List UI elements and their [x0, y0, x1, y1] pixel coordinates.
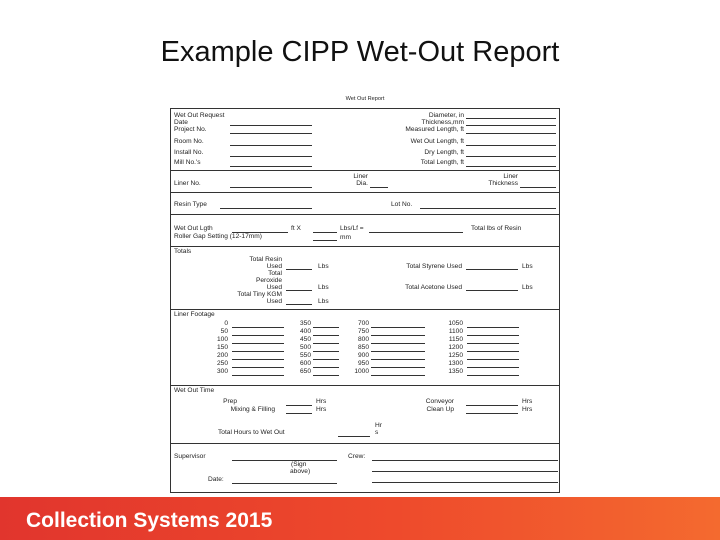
footage-value: 1150 — [448, 336, 463, 343]
form-border-left — [170, 108, 171, 492]
divider — [171, 170, 559, 171]
footage-value: 600 — [299, 360, 311, 367]
footage-entry-line[interactable] — [232, 351, 284, 352]
clean-up-label: Clean Up — [426, 406, 454, 413]
total-peroxide-label-line2: Peroxide — [255, 277, 282, 284]
footage-value: 450 — [299, 336, 311, 343]
footage-value: 700 — [357, 320, 369, 327]
total-lbs-resin-input-line[interactable] — [369, 232, 463, 233]
supervisor-signature-line[interactable] — [232, 460, 337, 461]
mixing-filling-hours-input-line[interactable] — [286, 413, 312, 414]
total-acetone-lbs-unit: Lbs — [522, 284, 533, 291]
total-peroxide-label-line3: Used — [266, 284, 282, 291]
footage-entry-line[interactable] — [313, 359, 339, 360]
footage-entry-line[interactable] — [232, 359, 284, 360]
total-styrene-lbs-unit: Lbs — [522, 263, 533, 270]
total-resin-label-line2: Used — [266, 263, 282, 270]
total-styrene-input-line[interactable] — [466, 269, 518, 270]
footage-value: 250 — [216, 360, 228, 367]
footage-entry-line[interactable] — [467, 327, 519, 328]
total-peroxide-label-line1: Total — [268, 270, 282, 277]
footage-value: 650 — [299, 368, 311, 375]
footage-entry-line[interactable] — [313, 327, 339, 328]
footage-entry-line[interactable] — [467, 351, 519, 352]
field-label-date: Date — [174, 119, 188, 126]
room-no-input-line[interactable] — [230, 145, 312, 146]
footage-entry-line[interactable] — [313, 367, 339, 368]
form-heading: Wet Out Report — [345, 96, 385, 102]
wet-out-report-form — [170, 96, 560, 494]
footage-value: 1100 — [448, 328, 463, 335]
prep-label: Prep — [223, 398, 237, 405]
footage-value: 950 — [357, 360, 369, 367]
divider — [171, 443, 559, 444]
footage-entry-line[interactable] — [313, 343, 339, 344]
field-label-thickness: Thickness,mm — [421, 119, 464, 126]
thickness-input-line[interactable] — [466, 125, 556, 126]
field-label-wet-out-length: Wet Out Length, ft — [410, 138, 464, 145]
mm-unit-label: mm — [340, 234, 351, 241]
total-acetone-label: Total Acetone Used — [405, 284, 462, 291]
total-resin-lbs-unit: Lbs — [318, 263, 329, 270]
prep-hrs-unit: Hrs — [316, 398, 327, 405]
crew-label: Crew: — [348, 453, 366, 460]
footage-entry-line[interactable] — [313, 351, 339, 352]
footage-entry-line[interactable] — [467, 359, 519, 360]
total-acetone-input-line[interactable] — [466, 290, 518, 291]
footage-value: 100 — [216, 336, 228, 343]
total-resin-input-line[interactable] — [286, 269, 312, 270]
date-signature-line[interactable] — [232, 483, 337, 484]
footage-value: 1250 — [448, 352, 463, 359]
liner-thickness-input-line[interactable] — [520, 187, 556, 188]
liner-footage-section-header: Liner Footage — [174, 311, 215, 318]
footage-entry-line[interactable] — [467, 335, 519, 336]
footage-value: 200 — [216, 352, 228, 359]
footage-entry-line[interactable] — [371, 359, 425, 360]
date-input-line[interactable] — [230, 125, 312, 126]
total-tiny-kgm-input-line[interactable] — [286, 304, 312, 305]
form-border-top — [170, 108, 560, 109]
footage-entry-line[interactable] — [232, 343, 284, 344]
footage-value: 900 — [357, 352, 369, 359]
clean-up-hours-input-line[interactable] — [466, 413, 518, 414]
lot-no-input-line[interactable] — [420, 208, 556, 209]
divider — [171, 246, 559, 247]
crew-input-line-2[interactable] — [372, 471, 558, 472]
total-hours-unit-line2: s — [375, 429, 379, 436]
divider — [171, 385, 559, 386]
footage-entry-line[interactable] — [371, 343, 425, 344]
field-label-liner-dia-line1: Liner — [353, 173, 368, 180]
slide-title: Example CIPP Wet-Out Report — [160, 36, 560, 68]
conveyor-label: Conveyor — [425, 398, 454, 405]
ft-x-label: ft X — [291, 225, 301, 232]
total-lbs-of-resin-label: Total lbs of Resin — [471, 225, 522, 232]
field-label-liner-dia-line2: Dia. — [356, 180, 368, 187]
total-tiny-kgm-label-line2: Used — [266, 298, 282, 305]
sign-above-note-line2: above) — [290, 468, 311, 475]
project-no-input-line[interactable] — [230, 133, 312, 134]
install-no-input-line[interactable] — [230, 156, 312, 157]
total-peroxide-lbs-unit: Lbs — [318, 284, 329, 291]
footage-value: 1350 — [448, 368, 463, 375]
total-peroxide-input-line[interactable] — [286, 290, 312, 291]
footage-entry-line[interactable] — [313, 375, 339, 376]
footage-value: 300 — [216, 368, 228, 375]
diameter-input-line[interactable] — [466, 118, 556, 119]
lbs-per-lf-label: Lbs/Lf = — [340, 225, 364, 232]
divider — [171, 309, 559, 310]
sign-above-note-line1: (Sign — [291, 461, 307, 468]
total-resin-label-line1: Total Resin — [249, 256, 282, 263]
field-label-roller-gap: Roller Gap Setting (12-17mm) — [174, 233, 262, 240]
footage-entry-line[interactable] — [467, 343, 519, 344]
total-hours-label: Total Hours to Wet Out — [218, 429, 285, 436]
field-label-lot-no: Lot No. — [391, 201, 413, 208]
footage-value: 350 — [299, 320, 311, 327]
crew-input-line-3[interactable] — [372, 482, 558, 483]
footage-value: 800 — [357, 336, 369, 343]
footage-value: 850 — [357, 344, 369, 351]
footage-value: 0 — [224, 320, 228, 327]
supervisor-label: Supervisor — [174, 453, 206, 460]
divider — [171, 214, 559, 215]
footage-entry-line[interactable] — [232, 367, 284, 368]
footage-entry-line[interactable] — [232, 375, 284, 376]
total-hours-input-line[interactable] — [338, 436, 370, 437]
divider — [171, 192, 559, 193]
footage-entry-line[interactable] — [313, 335, 339, 336]
totals-section-header: Totals — [174, 248, 192, 255]
mixing-filling-label: Mixing & Filling — [230, 406, 275, 413]
form-border-bottom — [170, 492, 560, 493]
footer-banner — [0, 497, 720, 540]
lbs-per-ft-input-line[interactable] — [313, 232, 337, 233]
field-label-liner-thickness-line2: Thickness — [488, 180, 518, 187]
footage-entry-line[interactable] — [467, 367, 519, 368]
field-label-wet-out-request: Wet Out Request — [174, 112, 225, 119]
footage-entry-line[interactable] — [371, 327, 425, 328]
footage-entry-line[interactable] — [467, 375, 519, 376]
footage-value: 500 — [299, 344, 311, 351]
crew-input-line-1[interactable] — [372, 460, 558, 461]
footage-value: 750 — [357, 328, 369, 335]
dry-length-input-line[interactable] — [466, 156, 556, 157]
field-label-measured-length: Measured Length, ft — [405, 126, 464, 133]
field-label-liner-no: Liner No. — [174, 180, 201, 187]
roller-gap-input-line[interactable] — [313, 240, 337, 241]
date-label: Date: — [208, 476, 224, 483]
field-label-project-no: Project No. — [174, 126, 207, 133]
conveyor-hrs-unit: Hrs — [522, 398, 533, 405]
footage-entry-line[interactable] — [232, 335, 284, 336]
field-label-dry-length: Dry Length, ft — [424, 149, 464, 156]
form-border-right — [559, 108, 560, 492]
footage-value: 150 — [216, 344, 228, 351]
footage-value: 1200 — [448, 344, 463, 351]
footage-value: 400 — [299, 328, 311, 335]
field-label-diameter: Diameter, in — [428, 112, 464, 119]
footage-value: 550 — [299, 352, 311, 359]
total-tiny-kgm-lbs-unit: Lbs — [318, 298, 329, 305]
field-label-total-length: Total Length, ft — [420, 159, 464, 166]
footage-entry-line[interactable] — [371, 367, 425, 368]
resin-type-input-line[interactable] — [220, 208, 312, 209]
total-styrene-label: Total Styrene Used — [406, 263, 462, 270]
field-label-resin-type: Resin Type — [174, 201, 207, 208]
total-tiny-kgm-label-line1: Total Tiny KGM — [237, 291, 282, 298]
wet-out-length-input-line[interactable] — [466, 145, 556, 146]
footage-value: 50 — [220, 328, 228, 335]
mixing-filling-hrs-unit: Hrs — [316, 406, 327, 413]
footage-value: 1300 — [448, 360, 463, 367]
field-label-room-no: Room No. — [174, 138, 204, 145]
field-label-mill-nos: Mill No.'s — [174, 159, 201, 166]
footer-text: Collection Systems 2015 — [26, 509, 273, 532]
footage-value: 1000 — [354, 368, 369, 375]
measured-length-input-line[interactable] — [466, 133, 556, 134]
footage-value: 1050 — [448, 320, 463, 327]
total-hours-unit-line1: Hr — [375, 422, 382, 429]
liner-no-input-line[interactable] — [230, 187, 312, 188]
liner-dia-input-line[interactable] — [370, 187, 388, 188]
field-label-wet-out-lgth: Wet Out Lgth — [174, 225, 213, 232]
conveyor-hours-input-line[interactable] — [466, 405, 518, 406]
clean-up-hrs-unit: Hrs — [522, 406, 533, 413]
mill-nos-input-line[interactable] — [230, 166, 312, 167]
prep-hours-input-line[interactable] — [286, 405, 312, 406]
wet-out-time-section-header: Wet Out Time — [174, 387, 215, 394]
total-length-input-line[interactable] — [466, 166, 556, 167]
field-label-liner-thickness-line1: Liner — [503, 173, 518, 180]
footage-entry-line[interactable] — [371, 335, 425, 336]
field-label-install-no: Install No. — [174, 149, 204, 156]
footage-entry-line[interactable] — [371, 351, 425, 352]
footage-entry-line[interactable] — [371, 375, 425, 376]
footage-entry-line[interactable] — [232, 327, 284, 328]
